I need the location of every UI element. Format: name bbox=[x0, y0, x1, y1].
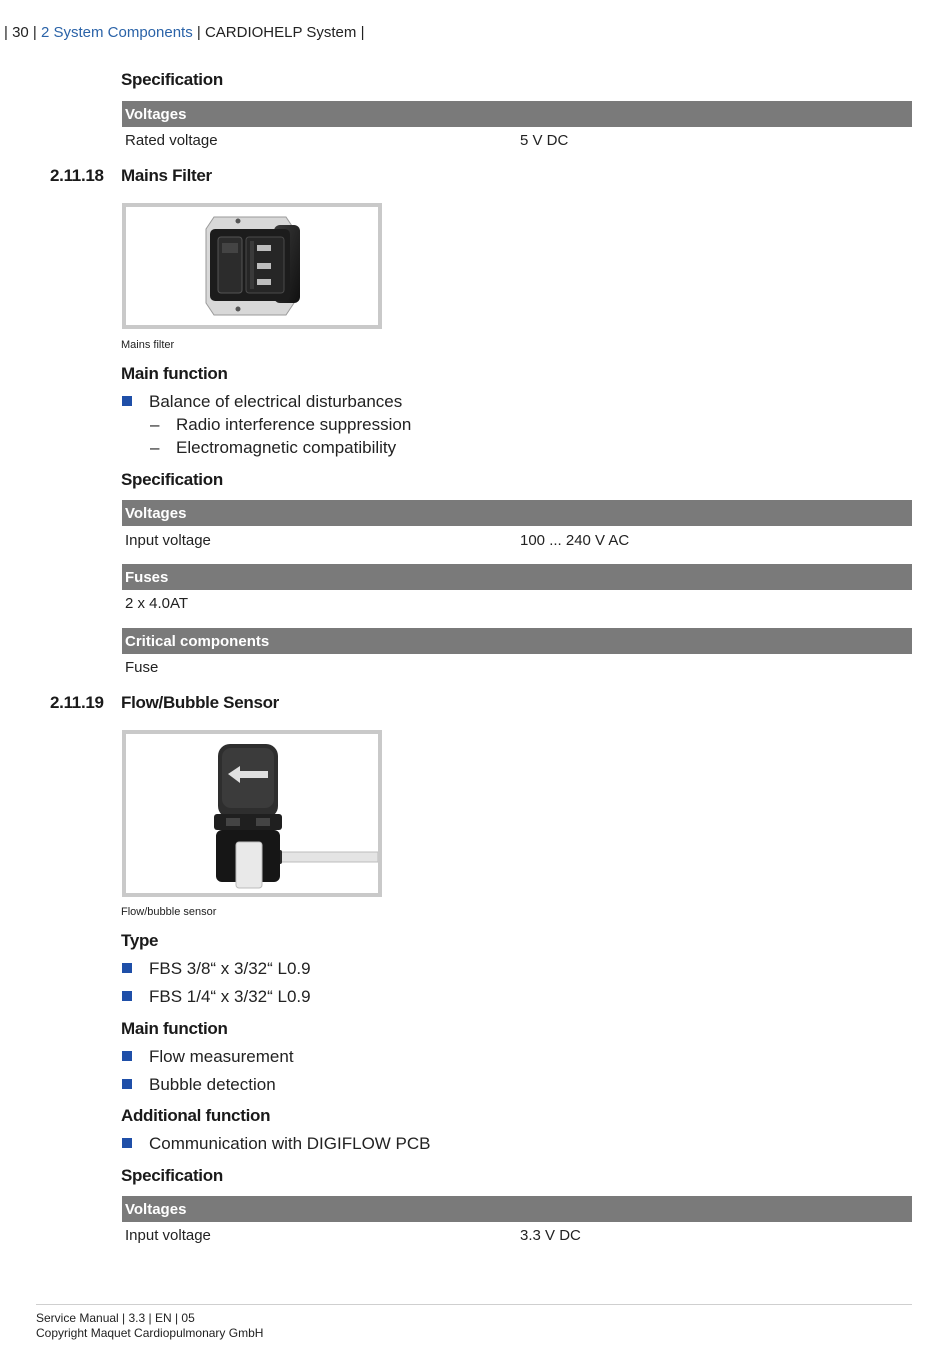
section-number-sensor: 2.11.19 bbox=[50, 693, 104, 712]
input-voltage-value: 100 ... 240 V AC bbox=[520, 532, 630, 549]
list-item: Balance of electrical disturbances bbox=[122, 392, 402, 412]
table-header-voltages-sensor: Voltages bbox=[122, 1196, 912, 1222]
dash-bullet: – bbox=[150, 415, 160, 434]
table-header-voltages-top: Voltages bbox=[122, 101, 912, 127]
flow-bubble-sensor-illustration bbox=[126, 734, 378, 893]
table-row-fuses bbox=[122, 592, 912, 616]
mains-filter-image bbox=[122, 203, 382, 329]
list-item: Bubble detection bbox=[122, 1075, 276, 1095]
section-number-mains: 2.11.18 bbox=[50, 166, 104, 185]
input-voltage-label: Input voltage bbox=[125, 532, 211, 549]
flow-bubble-sensor-caption: Flow/bubble sensor bbox=[121, 906, 217, 918]
table-row-rated-voltage bbox=[122, 129, 912, 153]
mains-filter-illustration bbox=[126, 207, 378, 325]
main-function-heading-sensor: Main function bbox=[121, 1019, 228, 1038]
square-bullet-icon bbox=[122, 1079, 132, 1089]
square-bullet-icon bbox=[122, 1138, 132, 1148]
header-suffix: | CARDIOHELP System | bbox=[196, 24, 365, 41]
table-header-fuses: Fuses bbox=[122, 564, 912, 590]
fuses-value: 2 x 4.0AT bbox=[125, 595, 189, 612]
table-header-critical-components: Critical components bbox=[122, 628, 912, 654]
chapter-link[interactable]: 2 System Components bbox=[40, 24, 193, 41]
footer-divider bbox=[36, 1304, 912, 1305]
list-item: Communication with DIGIFLOW PCB bbox=[122, 1134, 431, 1154]
table-row-critical-components bbox=[122, 656, 912, 680]
list-item: FBS 1/4“ x 3/32“ L0.9 bbox=[122, 987, 311, 1007]
flow-bubble-sensor-image bbox=[122, 730, 382, 897]
type-heading: Type bbox=[121, 931, 159, 950]
rated-voltage-label: Rated voltage bbox=[125, 132, 218, 149]
table-header-voltages-mains: Voltages bbox=[122, 500, 912, 526]
critical-components-value: Fuse bbox=[125, 659, 159, 676]
mains-filter-caption: Mains filter bbox=[121, 339, 175, 351]
additional-function-heading: Additional function bbox=[121, 1106, 271, 1125]
main-function-heading-mains: Main function bbox=[121, 364, 228, 383]
input-voltage-label: Input voltage bbox=[125, 1227, 211, 1244]
square-bullet-icon bbox=[122, 991, 132, 1001]
spec-heading-top: Specification bbox=[121, 70, 223, 89]
square-bullet-icon bbox=[122, 396, 132, 406]
section-title-sensor: Flow/Bubble Sensor bbox=[121, 693, 280, 712]
spec-heading-sensor: Specification bbox=[121, 1166, 223, 1185]
footer-copyright: Copyright Maquet Cardiopulmonary GmbH bbox=[36, 1326, 264, 1340]
list-subitem: – Radio interference suppression bbox=[150, 415, 412, 434]
page-number: | 30 | bbox=[4, 24, 37, 41]
running-header bbox=[4, 24, 364, 41]
section-title-mains: Mains Filter bbox=[121, 166, 212, 185]
rated-voltage-value: 5 V DC bbox=[520, 132, 569, 149]
square-bullet-icon bbox=[122, 963, 132, 973]
dash-bullet: – bbox=[150, 438, 160, 457]
list-item: Flow measurement bbox=[122, 1047, 294, 1067]
list-subitem: – Electromagnetic compatibility bbox=[150, 438, 397, 457]
footer-manual-info: Service Manual | 3.3 | EN | 05 bbox=[36, 1311, 195, 1325]
list-item: FBS 3/8“ x 3/32“ L0.9 bbox=[122, 959, 311, 979]
table-row-input-voltage-sensor bbox=[122, 1224, 912, 1248]
table-row-input-voltage-mains bbox=[122, 529, 912, 553]
spec-heading-mains: Specification bbox=[121, 470, 223, 489]
square-bullet-icon bbox=[122, 1051, 132, 1061]
input-voltage-value: 3.3 V DC bbox=[520, 1227, 581, 1244]
